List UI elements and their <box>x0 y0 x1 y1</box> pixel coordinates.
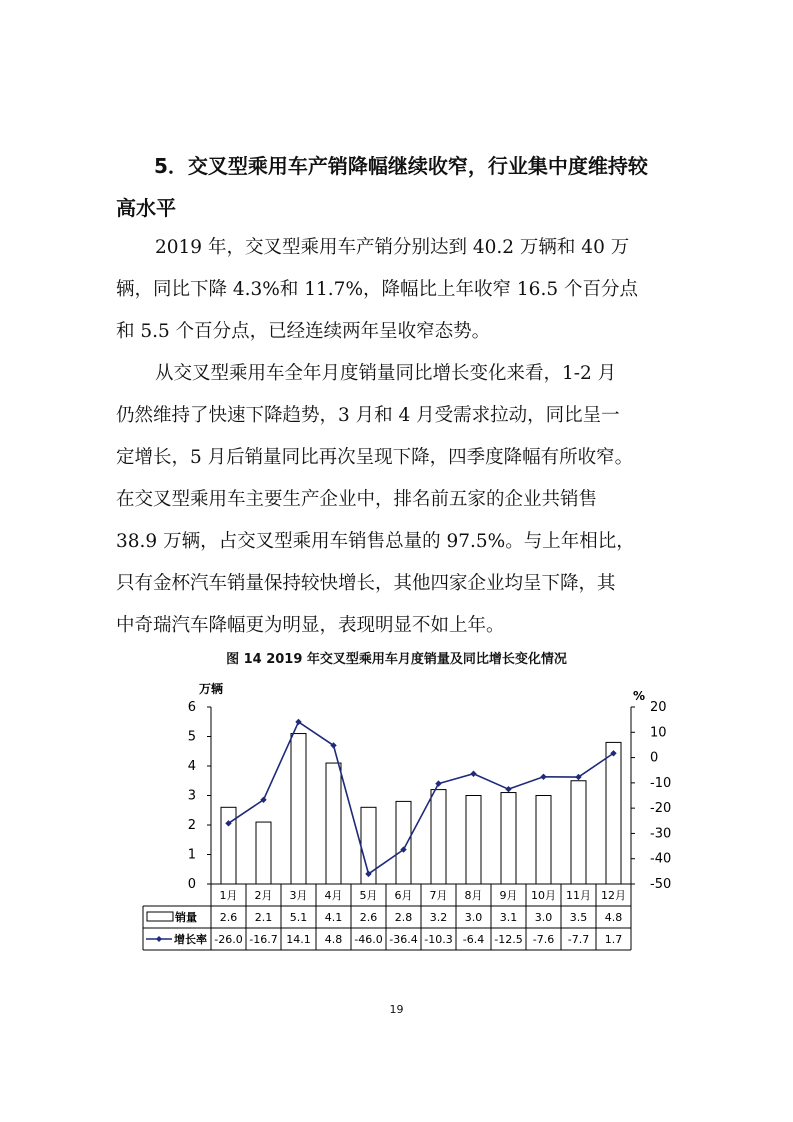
x-tick-label: 1月 <box>219 889 238 902</box>
legend-sales-label: 销量 <box>175 911 197 924</box>
right-axis-tick-label: 10 <box>650 725 667 741</box>
bar-sales-6月 <box>396 801 411 884</box>
growth-value-label: 14.1 <box>286 933 311 946</box>
figure-caption: 图 14 2019 年交叉型乘用车月度销量及同比增长变化情况 <box>226 652 567 667</box>
bar-sales-10月 <box>536 796 551 885</box>
sales-value-label: 3.0 <box>534 911 553 924</box>
left-axis-tick-label: 1 <box>187 847 196 863</box>
left-axis-tick-label: 3 <box>187 788 196 804</box>
right-axis-tick-label: -10 <box>650 775 672 791</box>
sales-value-label: 4.8 <box>604 911 623 924</box>
paragraph-line: 仍然维持了快速下降趋势，3 月和 4 月受需求拉动，同比呈一 <box>116 405 620 426</box>
paragraph-line: 2019 年，交叉型乘用车产销分别达到 40.2 万辆和 40 万 <box>155 237 630 258</box>
bar-sales-12月 <box>606 742 621 884</box>
bar-sales-7月 <box>431 790 446 884</box>
page-number: 19 <box>389 1003 404 1016</box>
right-axis-title: % <box>633 689 646 703</box>
x-tick-label: 2月 <box>254 889 273 902</box>
x-tick-label: 9月 <box>499 889 518 902</box>
sales-value-label: 3.5 <box>569 911 588 924</box>
growth-value-label: -16.7 <box>249 933 278 946</box>
left-axis-tick-label: 6 <box>187 700 196 715</box>
bar-sales-8月 <box>466 796 481 885</box>
legend-line-marker <box>156 936 162 942</box>
bar-sales-3月 <box>291 734 306 884</box>
growth-value-label: -6.4 <box>462 933 485 946</box>
sales-value-label: 2.6 <box>359 911 378 924</box>
paragraph-line: 定增长，5 月后销量同比再次呈现下降，四季度降幅有所收窄。 <box>116 447 634 468</box>
paragraph-line: 中奇瑞汽车降幅更为明显，表现明显不如上年。 <box>116 615 505 636</box>
x-tick-label: 11月 <box>566 889 591 902</box>
growth-value-label: -12.5 <box>494 933 523 946</box>
right-axis-tick-label: -20 <box>650 801 672 817</box>
growth-value-label: -26.0 <box>214 933 243 946</box>
left-axis-title: 万辆 <box>199 682 224 696</box>
sales-value-label: 2.6 <box>219 911 238 924</box>
right-axis-tick-label: -50 <box>650 877 672 892</box>
paragraph-line: 只有金杯汽车销量保持较快增长，其他四家企业均呈下降，其 <box>116 573 616 594</box>
x-tick-label: 7月 <box>429 889 448 902</box>
bar-sales-4月 <box>326 763 341 884</box>
right-axis-tick-label: 0 <box>650 750 659 766</box>
legend-growth-label: 增长率 <box>174 933 207 946</box>
right-axis-tick-label: -40 <box>650 851 672 867</box>
paragraph-line: 在交叉型乘用车主要生产企业中，排名前五家的企业共销售 <box>116 489 598 510</box>
growth-point-8月 <box>470 771 476 777</box>
bar-sales-1月 <box>221 807 236 884</box>
x-tick-label: 5月 <box>359 889 378 902</box>
growth-value-label: -36.4 <box>389 933 418 946</box>
x-tick-label: 10月 <box>531 889 556 902</box>
sales-value-label: 3.0 <box>464 911 483 924</box>
sales-value-label: 4.1 <box>324 911 343 924</box>
growth-value-label: 1.7 <box>604 933 623 946</box>
sales-value-label: 2.8 <box>394 911 413 924</box>
bar-sales-9月 <box>501 793 516 884</box>
x-tick-label: 8月 <box>464 889 483 902</box>
paragraph-line: 38.9 万辆，占交叉型乘用车销售总量的 97.5%。与上年相比， <box>116 531 635 552</box>
section-heading-line-1: 5．交叉型乘用车产销降幅继续收窄，行业集中度维持较 <box>154 154 648 178</box>
left-axis-tick-label: 4 <box>187 759 196 774</box>
sales-value-label: 5.1 <box>289 911 308 924</box>
growth-value-label: -46.0 <box>354 933 383 946</box>
growth-point-9月 <box>505 786 511 792</box>
growth-value-label: -7.7 <box>567 933 590 946</box>
growth-value-label: -10.3 <box>424 933 453 946</box>
bar-sales-11月 <box>571 781 586 884</box>
growth-point-7月 <box>435 780 441 786</box>
growth-value-label: -7.6 <box>532 933 555 946</box>
section-heading-line-2: 高水平 <box>116 196 176 220</box>
bar-sales-2月 <box>256 822 271 884</box>
right-axis-tick-label: -30 <box>650 826 672 842</box>
paragraph-line: 和 5.5 个百分点，已经连续两年呈收窄态势。 <box>116 321 491 342</box>
left-axis-tick-label: 0 <box>187 877 196 892</box>
right-axis-tick-label: 20 <box>650 700 667 715</box>
sales-value-label: 2.1 <box>254 911 273 924</box>
paragraph-line: 从交叉型乘用车全年月度销量同比增长变化来看，1-2 月 <box>155 363 617 384</box>
sales-value-label: 3.2 <box>429 911 448 924</box>
growth-value-label: 4.8 <box>324 933 343 946</box>
x-tick-label: 12月 <box>601 889 626 902</box>
x-tick-label: 3月 <box>289 889 308 902</box>
growth-point-10月 <box>540 774 546 780</box>
left-axis-tick-label: 2 <box>187 818 196 833</box>
left-axis-tick-label: 5 <box>187 729 196 745</box>
x-tick-label: 6月 <box>394 889 413 902</box>
paragraph-line: 辆，同比下降 4.3%和 11.7%，降幅比上年收窄 16.5 个百分点 <box>116 279 638 300</box>
sales-value-label: 3.1 <box>499 911 518 924</box>
x-tick-label: 4月 <box>324 889 343 902</box>
legend-bar-key <box>147 912 173 921</box>
growth-rate-line <box>229 722 614 874</box>
